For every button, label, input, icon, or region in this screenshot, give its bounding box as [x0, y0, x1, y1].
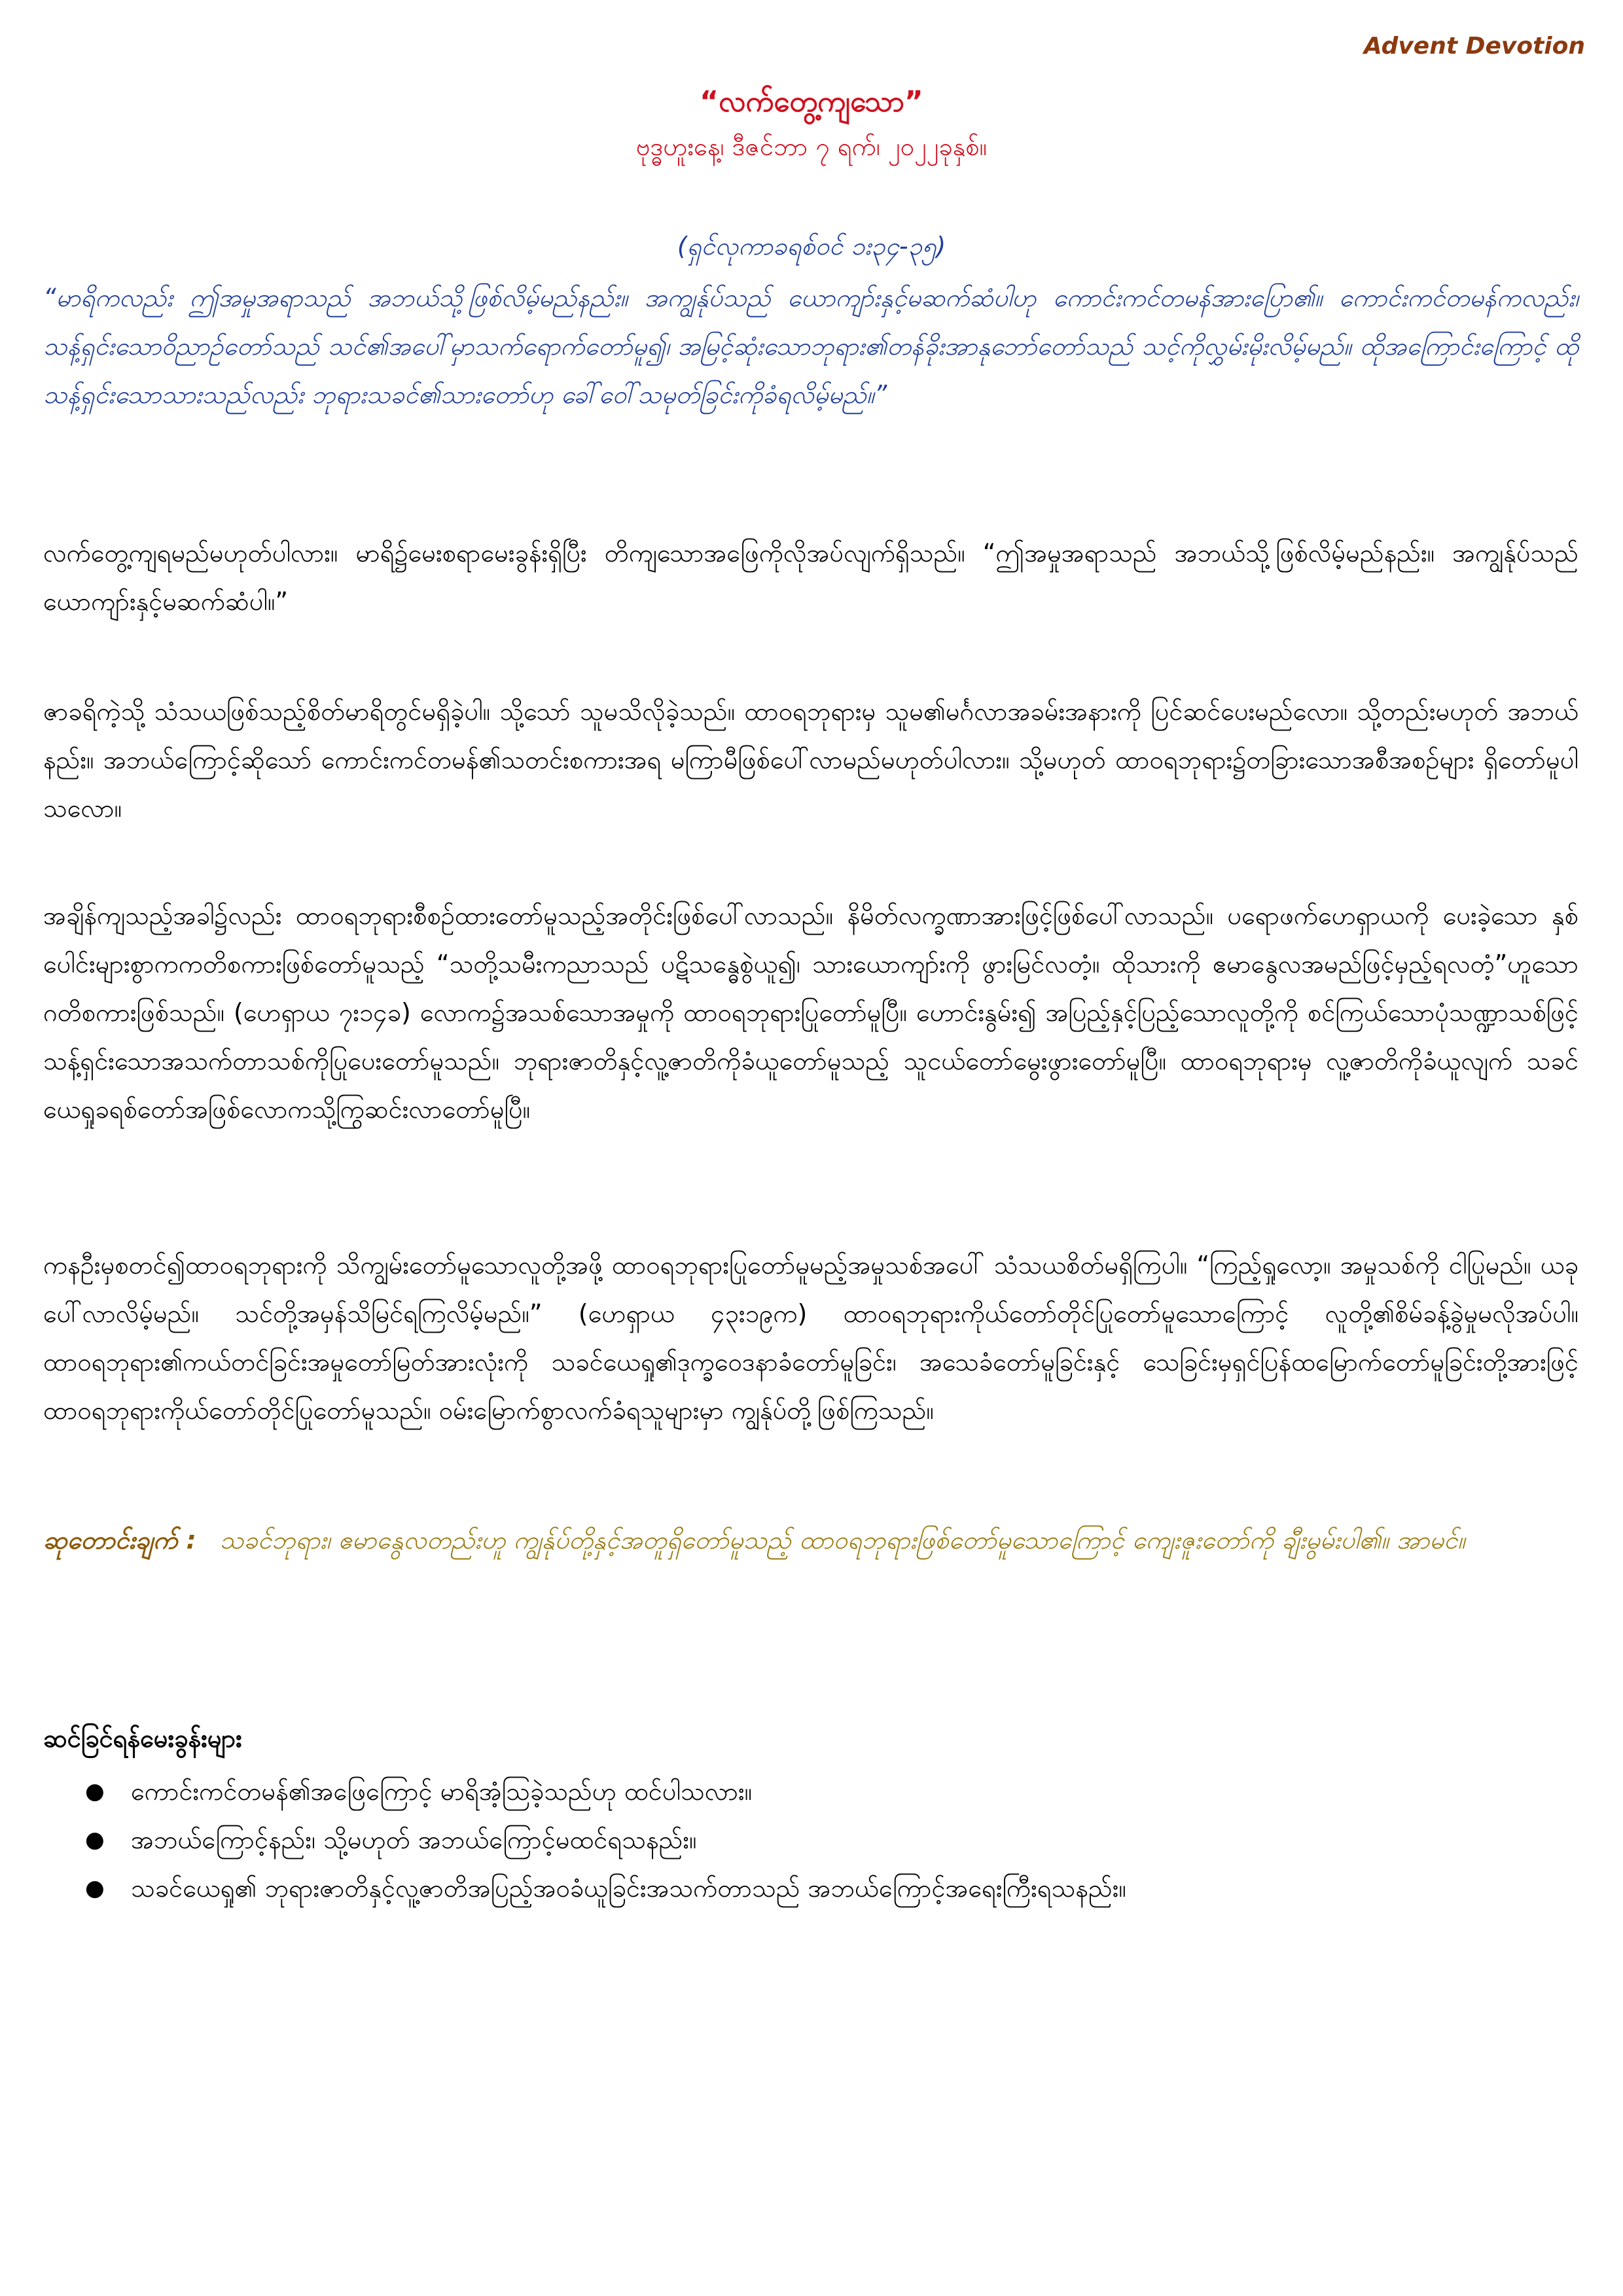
paragraph: အချိန်ကျသည့်အခါ၌လည်း ထာဝရဘုရားစီစဉ်ထားတော်မူသည့်အတိုင်းဖြစ်ပေါ်လာသည်။ နိမိတ်လက္ခဏာအားဖြင့်ဖြစ်ပေါ်လာသည်။ ပရောဖက်ဟေရှာယကို ပေးခဲ့သော နှစ်ပေါင်းများစွာကကတိစကားဖြစ်တော်မူသည့် “သတို့သမီးကညာသည် ပဋိသန္ဓေစွဲယူ၍၊ သားယောကျာ်းကို ဖွားမြင်လတံ့။ ထိုသားကို ဧမာနွေလအမည်ဖြင့်မှည့်ရလတံ့”ဟူသော ဂတိစကားဖြစ်သည်။ (ဟေရှာယ ၇း၁၄ခ) လောက၌အသစ်သောအမှုကို ထာဝရဘုရားပြုတော်မူပြီ။ ဟောင်းနွမ်း၍ အပြည့်နှင့်ပြည့်သောလူတို့ကို စင်ကြယ်သောပုံသဏ္ဍာသစ်ဖြင့် သန့်ရှင်းသောအသက်တာသစ်ကိုပြုပေးတော်မူသည်။ ဘုရားဇာတိနှင့်လူ့ဇာတိကိုခံယူတော်မူသည့် သူငယ်တော်မွေးဖွားတော်မူပြီ။ ထာဝရဘုရားမှ လူ့ဇာတိကိုခံယူလျက် သခင်ယေရှုခရစ်တော်အဖြစ်လောကသို့ကြွဆင်းလာတော်မူပြီ။: [43, 901, 1578, 1124]
questions-list: [85, 1767, 1525, 1912]
bullet-icon: ●: [85, 1827, 105, 1853]
prayer-text: သခင်ဘုရား၊ ဧမာနွေလတည်းဟူ ကျွန်ုပ်တို့နှင့်အတူရှိတော်မူသည့် ထာဝရဘုရားဖြစ်တော်မူသောကြောင့် ကျေးဇူးတော်ကို ချီးမွမ်းပါ၏။ အာမင်။: [219, 1526, 1465, 1554]
question-text: အဘယ်ကြောင့်နည်း၊ သို့မဟုတ် အဘယ်ကြောင့်မထင်ရသနည်း။: [131, 1825, 697, 1854]
paragraph: ကနဦးမှစတင်၍ထာဝရဘုရားကို သိကျွမ်းတော်မူသောလူတို့အဖို့ ထာဝရဘုရားပြုတော်မူမည့်အမှုသစ်အပေါ် သံသယစိတ်မရှိကြပါ။ “ကြည့်ရှုလော့။ အမှုသစ်ကို ငါပြုမည်။ ယခုပေါ်လာလိမ့်မည်။ သင်တို့အမှန်သိမြင်ရကြလိမ့်မည်။” (ဟေရှာယ ၄၃း၁၉က) ထာဝရဘုရားကိုယ်တော်တိုင်ပြုတော်မူသောကြောင့် လူတို့၏စိမ်ခန့်ခွဲမှုမလိုအပ်ပါ။ ထာဝရဘုရား၏ကယ်တင်ခြင်းအမှုတော်မြတ်အားလုံးကို သခင်ယေရှု၏ဒုက္ခဝေဒနာခံတော်မူခြင်း၊ အသေခံတော်မူခြင်းနှင့် သေခြင်းမှရှင်ပြန်ထမြောက်တော်မူခြင်းတို့အားဖြင့် ထာဝရဘုရားကိုယ်တော်တိုင်ပြုတော်မူသည်။ ဝမ်းမြောက်စွာလက်ခံရသူများမှာ ကျွန်ုပ်တို့ဖြစ်ကြသည်။: [43, 1251, 1578, 1425]
scripture-reference: (ရှင်လုကာခရစ်ဝင် ၁း၃၄-၃၅): [677, 232, 946, 260]
page-title: “လက်တွေ့ကျသော”: [700, 85, 923, 118]
paragraph: လက်တွေ့ကျရမည်မဟုတ်ပါလား။ မာရိ၌မေးစရာမေးခွန်းရှိပြီး တိကျသောအဖြေကိုလိုအပ်လျက်ရှိသည်။ “ဤအမှုအရာသည် အဘယ်သို့ဖြစ်လိမ့်မည်နည်း။ အကျွန်ုပ်သည် ယောကျာ်းနှင့်မဆက်ဆံပါ။”: [43, 539, 1578, 616]
prayer-label: ဆုတောင်းချက် :: [43, 1526, 196, 1554]
date-line: ဗုဒ္ဓဟူးနေ့၊ ဒီဇင်ဘာ ၇ ရက်၊ ၂၀၂၂ခုနှစ်။: [635, 132, 988, 161]
bullet-icon: ●: [85, 1778, 105, 1804]
prayer-block: [43, 1516, 1578, 1564]
scripture-text: “မာရိကလည်း ဤအမှုအရာသည် အဘယ်သို့ဖြစ်လိမ့်မည်နည်း။ အကျွန်ုပ်သည် ယောကျာ်းနှင့်မဆက်ဆံပါဟု ကောင်းကင်တမန်အားပြော၏။ ကောင်းကင်တမန်ကလည်း၊ သန့်ရှင်းသောဝိညာဉ်တော်သည် သင်၏အပေါ်မှာသက်ရောက်တော်မူ၍၊ အမြင့်ဆုံးသောဘုရား၏တန်ခိုးအာနုဘော်တော်သည် သင့်ကိုလွှမ်းမိုးလိမ့်မည်။ ထိုအကြောင်းကြောင့် ထိုသန့်ရှင်းသောသားသည်လည်း ဘုရားသခင်၏သားတော်ဟု ခေါ်ဝေါ်သမုတ်ခြင်းကိုခံရလိမ့်မည်။”: [43, 283, 1578, 409]
bullet-icon: ●: [85, 1875, 105, 1901]
header-tag: Advent Devotion: [1363, 33, 1585, 60]
list-item: [85, 1816, 1525, 1864]
question-text: သခင်ယေရှု၏ ဘုရားဇာတိနှင့်လူ့ဇာတိအပြည့်အဝခံယူခြင်းအသက်တာသည် အဘယ်ကြောင့်အရေးကြီးရသနည်း။: [131, 1874, 1126, 1903]
paragraph: ဇာခရိကဲ့သို့ သံသယဖြစ်သည့်စိတ်မာရိတွင်မရှိခဲ့ပါ။ သို့သော် သူမသိလိုခဲ့သည်။ ထာဝရဘုရားမှ သူမ၏မင်္ဂလာအခမ်းအနားကို ပြင်ဆင်ပေးမည်လော။ သို့တည်းမဟုတ် အဘယ်နည်း။ အဘယ်ကြောင့်ဆိုသော် ကောင်းကင်တမန်၏သတင်းစကားအရ မကြာမီဖြစ်ပေါ်လာမည်မဟုတ်ပါလား။ သို့မဟုတ် ထာဝရဘုရား၌တခြားသောအစီအစဉ်များ ရှိတော်မူပါသလော။: [43, 697, 1578, 823]
question-text: ကောင်းကင်တမန်၏အဖြေကြောင့် မာရိအံ့သြခဲ့သည်ဟု ထင်ပါသလား။: [131, 1777, 753, 1806]
questions-heading: ဆင်ခြင်ရန်မေးခွန်းများ: [43, 1724, 242, 1753]
list-item: [85, 1864, 1525, 1912]
list-item: [85, 1767, 1525, 1816]
